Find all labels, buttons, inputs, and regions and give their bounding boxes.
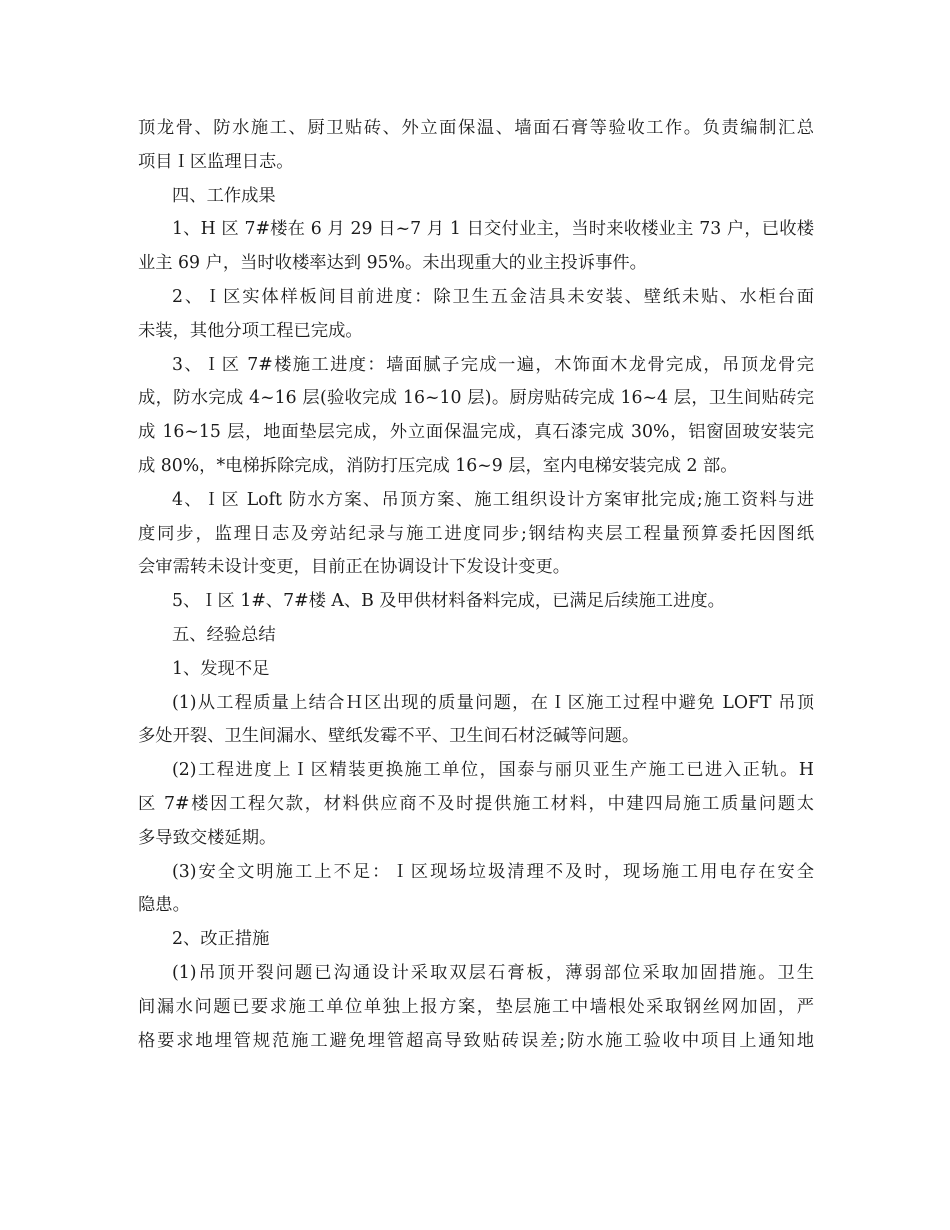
text-line: (1)从工程质量上结合Ｈ区出现的质量问题，在Ｉ区施工过程中避免 LOFT 吊顶	[172, 692, 814, 713]
text-line: (1)吊顶开裂问题已沟通设计采取双层石膏板，薄弱部位采取加固措施。卫生	[172, 962, 814, 983]
text-line: 区 7#楼因工程欠款，材料供应商不及时提供施工材料，中建四局施工质量问题太	[138, 793, 814, 814]
text-line: 间漏水问题已要求施工单位单独上报方案，垫层施工中墙根处采取钢丝网加固，严	[138, 996, 814, 1017]
text-line: 4、Ｉ区 Loft 防水方案、吊顶方案、施工组织设计方案审批完成;施工资料与进	[172, 489, 814, 510]
text-line: 1、H 区 7#楼在 6 月 29 日~7 月 1 日交付业主，当时来收楼业主 73 户，已收楼	[172, 219, 814, 240]
text-line: 未装，其他分项工程已完成。	[138, 320, 363, 341]
text-line: 五、经验总结	[172, 624, 276, 645]
text-line: 顶龙骨、防水施工、厨卫贴砖、外立面保温、墙面石膏等验收工作。负责编制汇总	[138, 118, 814, 138]
document-page	[138, 112, 814, 1058]
text-line: (3)安全文明施工上不足：Ｉ区现场垃圾清理不及时，现场施工用电存在安全	[172, 861, 814, 882]
text-line: 隐患。	[138, 895, 190, 916]
text-line: 格要求地埋管规范施工避免埋管超高导致贴砖误差;防水施工验收中项目上通知地	[138, 1030, 814, 1051]
text-line: 项目Ｉ区监理日志。	[138, 151, 294, 172]
text-line: 度同步，监理日志及旁站纪录与施工进度同步;钢结构夹层工程量预算委托因图纸	[138, 523, 814, 544]
text-line: 5、Ｉ区 1#、7#楼 A、B 及甲供材料备料完成，已满足后续施工进度。	[172, 591, 725, 612]
text-line: 3、Ｉ区 7#楼施工进度：墙面腻子完成一遍，木饰面木龙骨完成，吊顶龙骨完	[172, 354, 814, 375]
text-line: 会审需转未设计变更，目前正在协调设计下发设计变更。	[138, 557, 571, 578]
text-line: 业主 69 户，当时收楼率达到 95%。未出现重大的业主投诉事件。	[138, 253, 647, 274]
text-line: 成 80%，*电梯拆除完成，消防打压完成 16~9 层，室内电梯安装完成 2 部。	[138, 455, 738, 476]
text-line: 多处开裂、卫生间漏水、壁纸发霉不平、卫生间石材泛碱等问题。	[138, 726, 640, 747]
text-line: 多导致交楼延期。	[138, 827, 277, 848]
text-line: 成 16~15 层，地面垫层完成，外立面保温完成，真石漆完成 30%，铝窗固玻安装完	[138, 422, 814, 443]
text-line: 2、改正措施	[172, 929, 270, 950]
text-line: 成，防水完成 4~16 层(验收完成 16~10 层)。厨房贴砖完成 16~4 层，卫生间贴砖完	[138, 388, 814, 409]
text-line: 2、Ｉ区实体样板间目前进度：除卫生五金洁具未安装、壁纸未贴、水柜台面	[172, 286, 814, 307]
text-line: (2)工程进度上Ｉ区精装更换施工单位，国泰与丽贝亚生产施工已进入正轨。H	[172, 760, 814, 781]
text-line: 1、发现不足	[172, 658, 270, 679]
text-line: 四、工作成果	[172, 185, 276, 206]
